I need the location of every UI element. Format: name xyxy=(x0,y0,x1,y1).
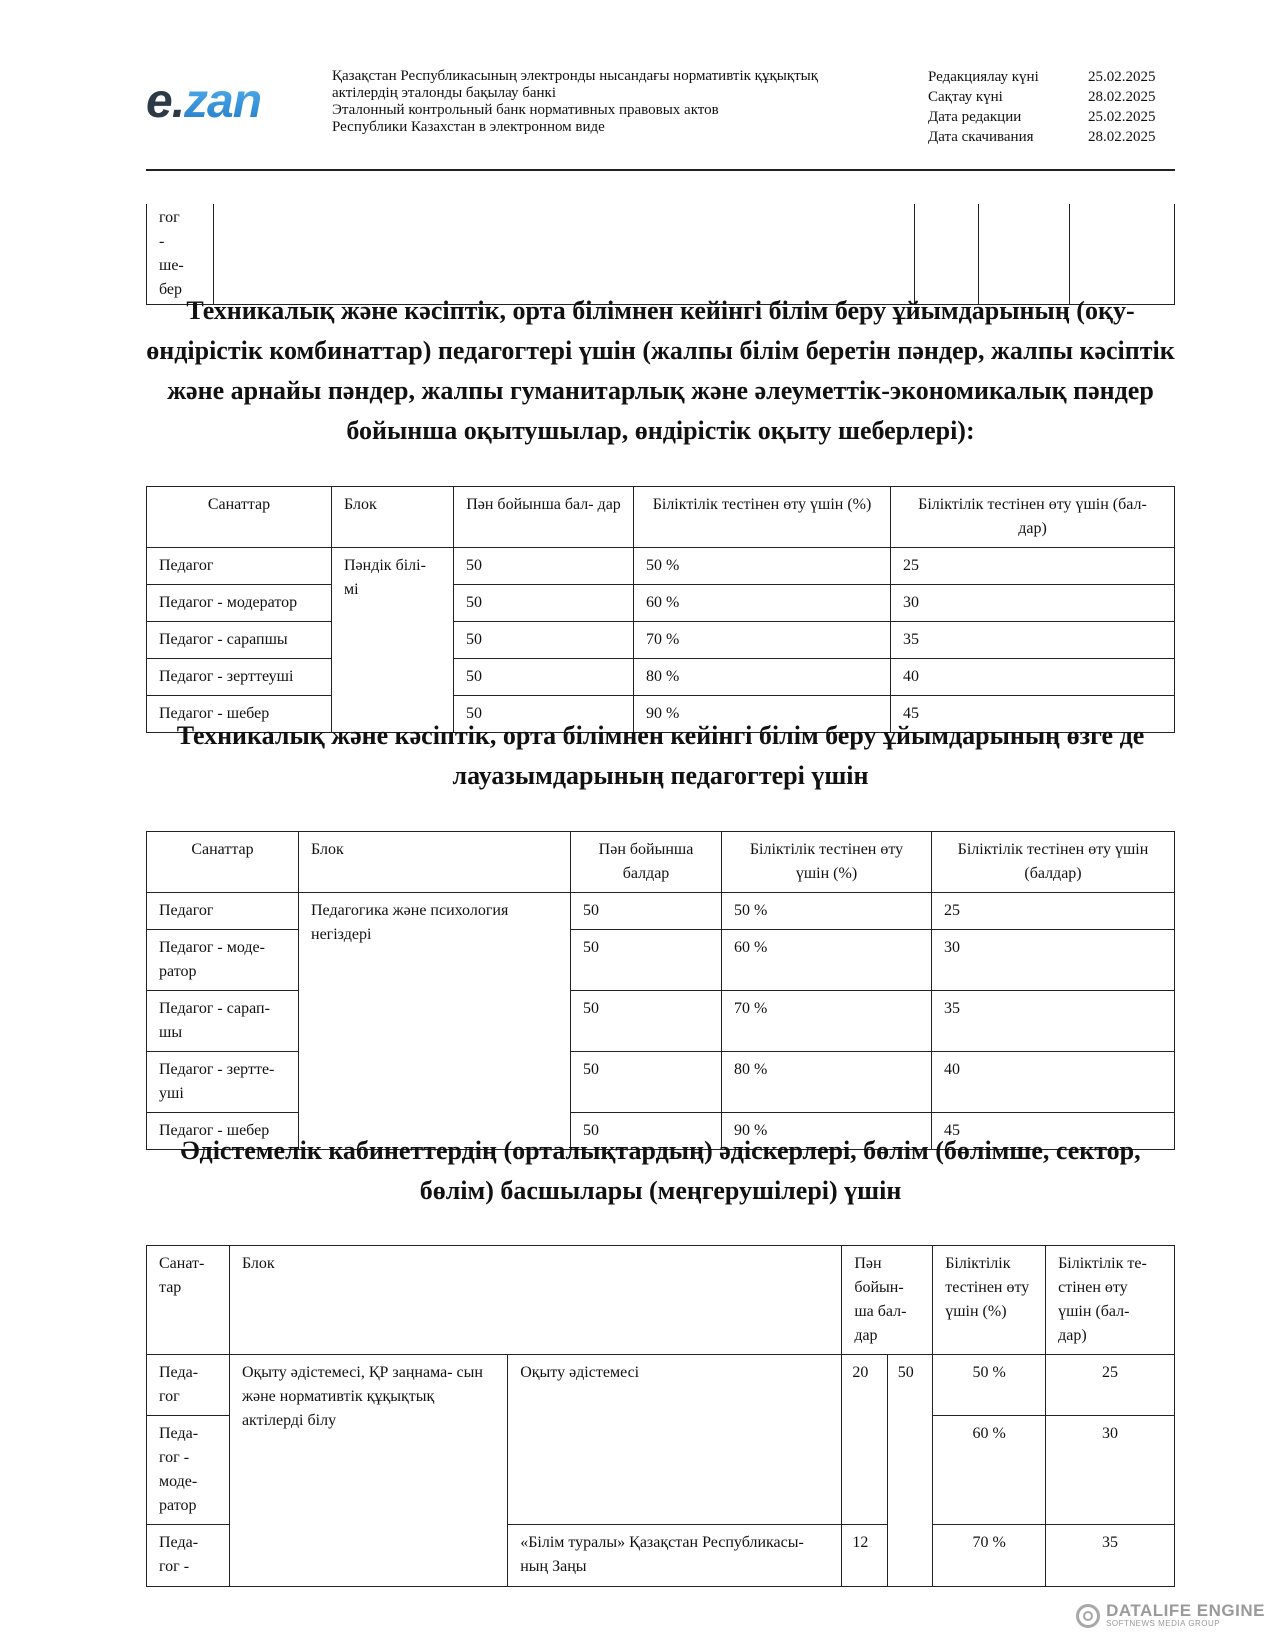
previous-table-tail xyxy=(146,204,1175,305)
column-header: Біліктілік тестінен өту үшін (%) xyxy=(933,1246,1046,1355)
subblock-cell: Оқыту әдістемесі xyxy=(508,1355,842,1525)
table-row: Педагог - зерттеуші 50 80 % 40 xyxy=(147,659,1175,696)
subblock-cell: «Білім туралы» Қазақстан Республикасы- ның Заңы xyxy=(508,1525,842,1587)
meta-row: Дата скачивания 28.02.2025 xyxy=(928,129,1156,145)
table-row: Педагог Пәндік білі- мі 50 50 % 25 xyxy=(147,548,1175,585)
table-row: Педагог - сарап- шы 50 70 % 35 xyxy=(147,991,1175,1052)
column-header: Санаттар xyxy=(147,832,299,893)
column-header: Блок xyxy=(332,487,454,548)
section-title: Техникалық және кәсіптік, орта білімнен кейінгі білім беру ұйымдарының өзге де лауазымдарының педагогтері үшін xyxy=(176,721,1145,790)
column-header: Біліктілік те- стінен өту үшін (бал- дар) xyxy=(1046,1246,1175,1355)
table-row: Педа- гог - «Білім туралы» Қазақстан Республикасы- ның Заңы 12 70 % 35 xyxy=(147,1525,1175,1587)
block-cell: Пәндік білі- мі xyxy=(332,548,454,733)
subblock-points: 20 xyxy=(842,1355,887,1525)
section-title: Әдістемелік кабинеттердің (орталықтардың) әдіскерлері, бөлім (бөлімше, сектор, бөлім) басшылары (меңгерушілері) үшін xyxy=(180,1136,1141,1205)
column-header: Біліктілік тестінен өту үшін (балдар) xyxy=(932,832,1175,893)
table-row: Педагог - модератор 50 60 % 30 xyxy=(147,585,1175,622)
column-header: Пән бойынша балдар xyxy=(571,832,722,893)
category-cell: гог - ше- бер xyxy=(147,204,214,305)
table-row: Педагог - шебер 50 90 % 45 xyxy=(147,1113,1175,1150)
column-header: Біліктілік тестінен өту үшін (%) xyxy=(634,487,891,548)
block-cell: Педагогика және психология негіздері xyxy=(299,893,571,1150)
table-row: Педагог - сарапшы 50 70 % 35 xyxy=(147,622,1175,659)
column-header: Пән бойын- ша бал- дар xyxy=(842,1246,933,1355)
column-header: Блок xyxy=(229,1246,841,1355)
header-line: Қазақстан Республикасының электронды нысандағы нормативтік құқықтық xyxy=(332,68,819,84)
column-header: Пән бойынша бал- дар xyxy=(454,487,634,548)
column-header: Блок xyxy=(299,832,571,893)
table-row: Педагог - зертте- уші 50 80 % 40 xyxy=(147,1052,1175,1113)
qualification-table-3 xyxy=(146,1245,1175,1587)
ezan-logo: e.zan xyxy=(146,75,262,128)
meta-row: Сақтау күні 28.02.2025 xyxy=(928,89,1156,105)
datalife-engine-watermark: DATALIFE ENGINE SOFTNEWS MEDIA GROUP xyxy=(1076,1603,1265,1628)
column-header: Біліктілік тестінен өту үшін (бал- дар) xyxy=(891,487,1175,548)
table-row: Педагог - моде- ратор 50 60 % 30 xyxy=(147,930,1175,991)
header-line: актілердің эталонды бақылау банкі xyxy=(332,85,556,101)
meta-row: Редакциялау күні 25.02.2025 xyxy=(928,69,1156,85)
header-line: Республики Казахстан в электронном виде xyxy=(332,119,605,135)
table-row: Педа- гог - моде- ратор 60 % 30 xyxy=(147,1416,1175,1525)
column-header: Біліктілік тестінен өту үшін (%) xyxy=(722,832,932,893)
datalife-logo-icon xyxy=(1076,1604,1100,1628)
table-row: Педа- гог Оқыту әдістемесі, ҚР заңнама- сын және нормативтік құқықтық актілерді білу Оқыту әдістемесі 20 50 50 % 25 xyxy=(147,1355,1175,1416)
total-points: 50 xyxy=(887,1355,932,1587)
subblock-points: 12 xyxy=(842,1525,887,1587)
header-description xyxy=(332,68,818,136)
block-cell: Оқыту әдістемесі, ҚР заңнама- сын және нормативтік құқықтық актілерді білу xyxy=(229,1355,507,1587)
header-divider xyxy=(146,169,1175,171)
table-row: Педагог Педагогика және психология негіздері 50 50 % 25 xyxy=(147,893,1175,930)
table-row: Педагог - шебер 50 90 % 45 xyxy=(147,696,1175,733)
section-title: Техникалық және кәсіптік, орта білімнен кейінгі білім беру ұйымдарының (оқу-өндірістік комбинаттар) педагогтері үшін (жалпы білім беретін пәндер, жалпы кәсіптік және арнайы пәндер, жалпы гуманитарлық және әлеуметтік-экономикалық пәндер бойынша оқытушылар, өндірістік оқыту шеберлері): xyxy=(146,296,1175,445)
qualification-table-1 xyxy=(146,486,1175,733)
column-header: Санат- тар xyxy=(147,1246,230,1355)
column-header: Санаттар xyxy=(147,487,332,548)
header-line: Эталонный контрольный банк нормативных правовых актов xyxy=(332,102,719,118)
qualification-table-2 xyxy=(146,831,1175,1150)
meta-row: Дата редакции 25.02.2025 xyxy=(928,109,1156,125)
header-dates xyxy=(928,67,1156,147)
